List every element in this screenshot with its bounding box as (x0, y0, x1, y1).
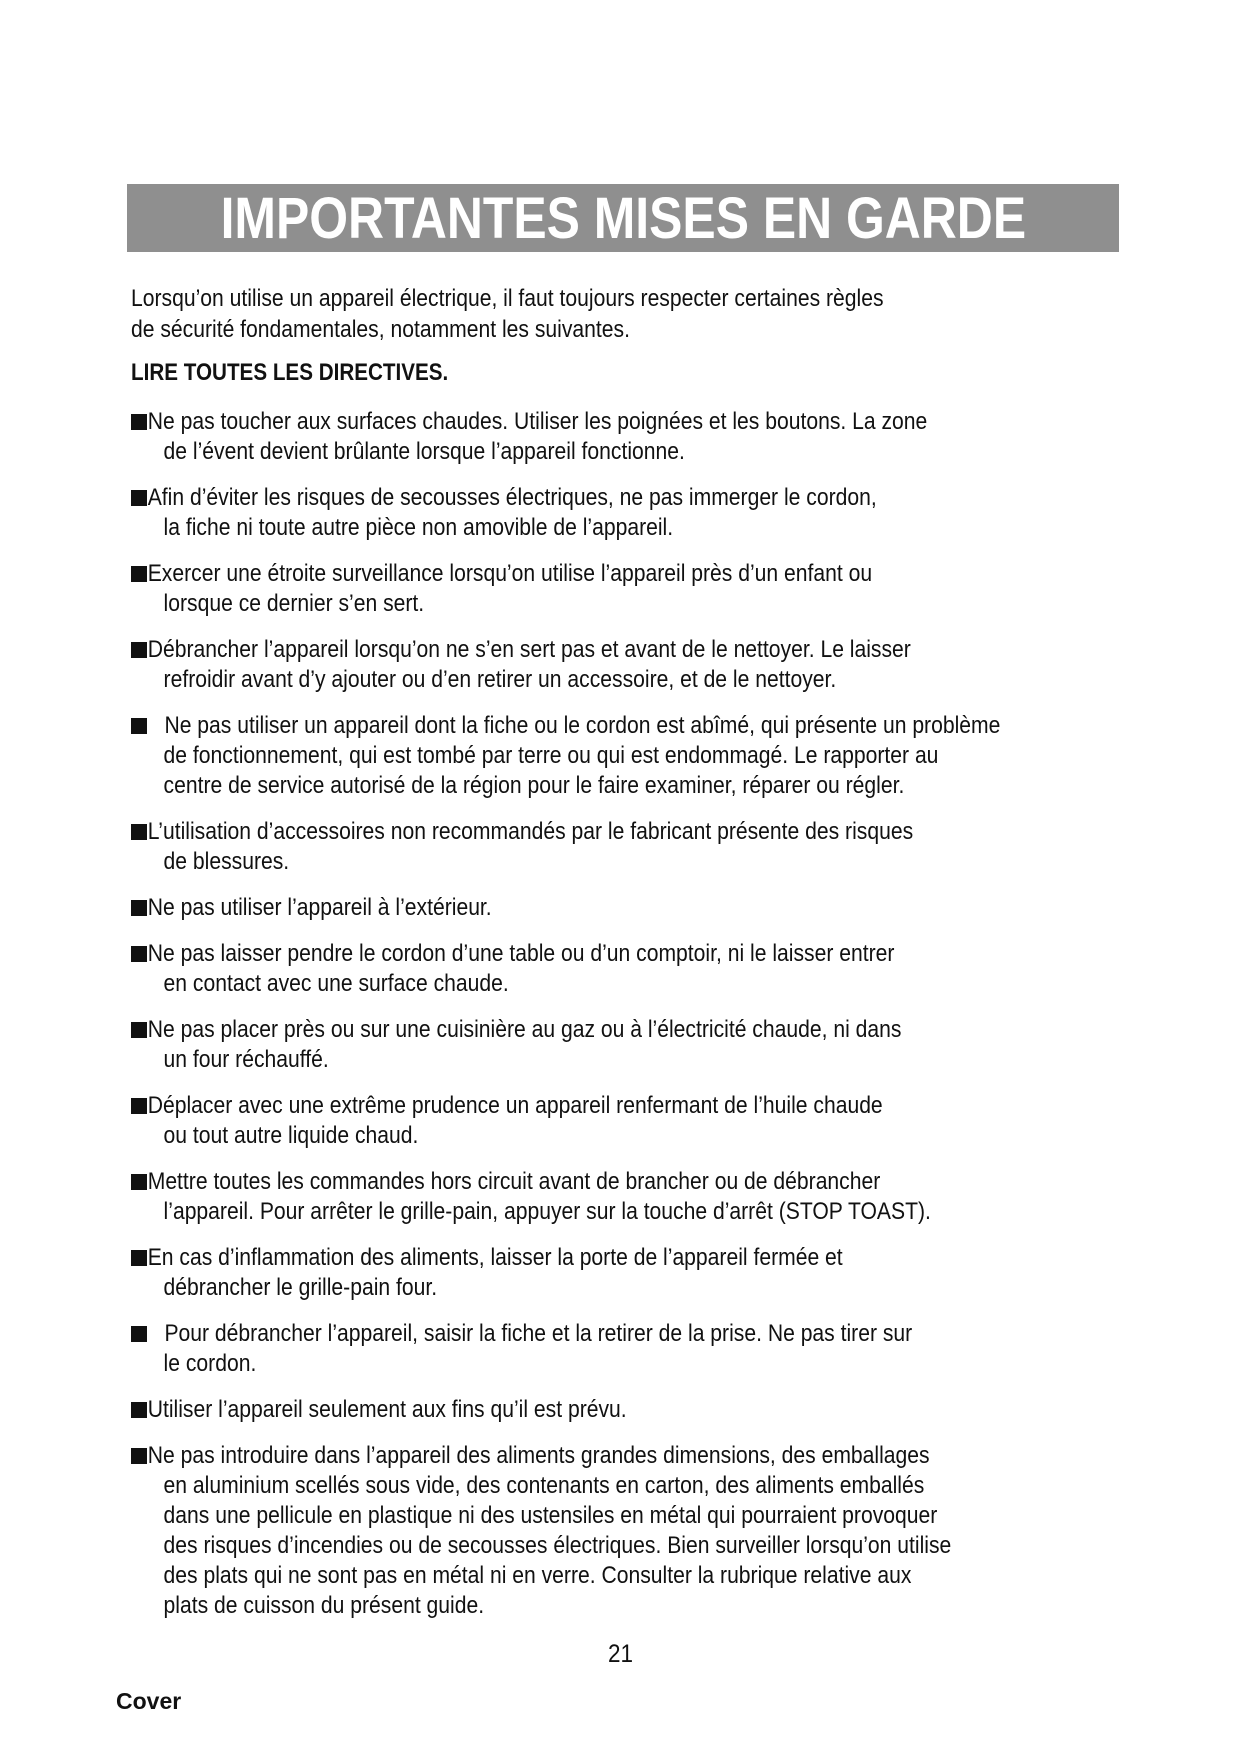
list-item-line: en contact avec une surface chaude. (163, 970, 509, 997)
intro-line: de sécurité fondamentales, notamment les suivantes. (131, 316, 630, 343)
list-item (131, 1243, 1131, 1303)
list-item-line: refroidir avant d’y ajouter ou d’en retirer un accessoire, et de le nettoyer. (163, 666, 837, 693)
list-item-line: Mettre toutes les commandes hors circuit avant de brancher ou de débrancher (147, 1168, 881, 1195)
page-title: IMPORTANTES MISES EN GARDE (220, 185, 1026, 251)
list-item-line: un four réchauffé. (163, 1046, 329, 1073)
list-item (131, 711, 1131, 801)
intro-paragraph (131, 283, 1111, 345)
list-item-line: la fiche ni toute autre pièce non amovible de l’appareil. (163, 514, 674, 541)
list-item-line: Ne pas placer près ou sur une cuisinière au gaz ou à l’électricité chaude, ni dans (147, 1016, 902, 1043)
list-item-line: En cas d’inflammation des aliments, laisser la porte de l’appareil fermée et (147, 1244, 843, 1271)
page-number: 21 (607, 1640, 634, 1668)
list-item-line: de blessures. (163, 848, 290, 875)
title-banner (127, 184, 1119, 252)
list-item-line: des risques d’incendies ou de secousses électriques. Bien surveiller lorsqu’on utilise (163, 1532, 952, 1559)
list-item-line: Ne pas utiliser l’appareil à l’extérieur. (147, 894, 492, 921)
intro-line: Lorsqu’on utilise un appareil électrique, il faut toujours respecter certaines règles (131, 285, 884, 312)
list-item-line: lorsque ce dernier s’en sert. (163, 590, 425, 617)
list-item (131, 407, 1131, 467)
list-item-line: Utiliser l’appareil seulement aux fins qu’il est prévu. (147, 1396, 627, 1423)
list-item (131, 635, 1131, 695)
footer-label: Cover (116, 1688, 182, 1714)
list-item (131, 1091, 1131, 1151)
list-item (131, 1319, 1131, 1379)
list-item (131, 939, 1131, 999)
list-item-line: dans une pellicule en plastique ni des ustensiles en métal qui pourraient provoquer (163, 1502, 938, 1529)
list-item (131, 483, 1131, 543)
list-item-line: Ne pas utiliser un appareil dont la fiche ou le cordon est abîmé, qui présente un problème (164, 712, 1001, 739)
list-item (131, 817, 1131, 877)
list-item-line: Ne pas introduire dans l’appareil des aliments grandes dimensions, des emballages (147, 1442, 930, 1469)
list-item-line: l’appareil. Pour arrêter le grille-pain, appuyer sur la touche d’arrêt (STOP TOAST). (163, 1198, 931, 1225)
list-item-line: Ne pas toucher aux surfaces chaudes. Utiliser les poignées et les boutons. La zone (147, 408, 928, 435)
list-item-line: de fonctionnement, qui est tombé par terre ou qui est endommagé. Le rapporter au (163, 742, 939, 769)
list-item-line: plats de cuisson du présent guide. (163, 1592, 485, 1619)
list-item-line: L’utilisation d’accessoires non recommandés par le fabricant présente des risques (147, 818, 914, 845)
list-item (131, 1167, 1131, 1227)
list-item-line: Afin d’éviter les risques de secousses électriques, ne pas immerger le cordon, (147, 484, 877, 511)
list-item-line: Débrancher l’appareil lorsqu’on ne s’en sert pas et avant de le nettoyer. Le laisser (147, 636, 911, 663)
list-item (131, 1441, 1131, 1621)
list-item (131, 559, 1131, 619)
list-item-line: Pour débrancher l’appareil, saisir la fiche et la retirer de la prise. Ne pas tirer sur (164, 1320, 913, 1347)
list-item (131, 893, 1131, 923)
list-item-line: en aluminium scellés sous vide, des contenants en carton, des aliments emballés (163, 1472, 925, 1499)
directive-heading: LIRE TOUTES LES DIRECTIVES. (131, 359, 449, 386)
list-item-line: Déplacer avec une extrême prudence un appareil renfermant de l’huile chaude (147, 1092, 883, 1119)
list-item (131, 1395, 1131, 1425)
list-item-line: Ne pas laisser pendre le cordon d’une table ou d’un comptoir, ni le laisser entrer (147, 940, 895, 967)
list-item-line: de l’évent devient brûlante lorsque l’appareil fonctionne. (163, 438, 685, 465)
list-item-line: centre de service autorisé de la région pour le faire examiner, réparer ou régler. (163, 772, 905, 799)
list-item-line: débrancher le grille-pain four. (163, 1274, 438, 1301)
list-item (131, 1015, 1131, 1075)
safety-list (131, 407, 1131, 1637)
list-item-line: Exercer une étroite surveillance lorsqu’on utilise l’appareil près d’un enfant ou (147, 560, 873, 587)
list-item-line: ou tout autre liquide chaud. (163, 1122, 419, 1149)
list-item-line: des plats qui ne sont pas en métal ni en verre. Consulter la rubrique relative aux (163, 1562, 912, 1589)
list-item-line: le cordon. (163, 1350, 257, 1377)
